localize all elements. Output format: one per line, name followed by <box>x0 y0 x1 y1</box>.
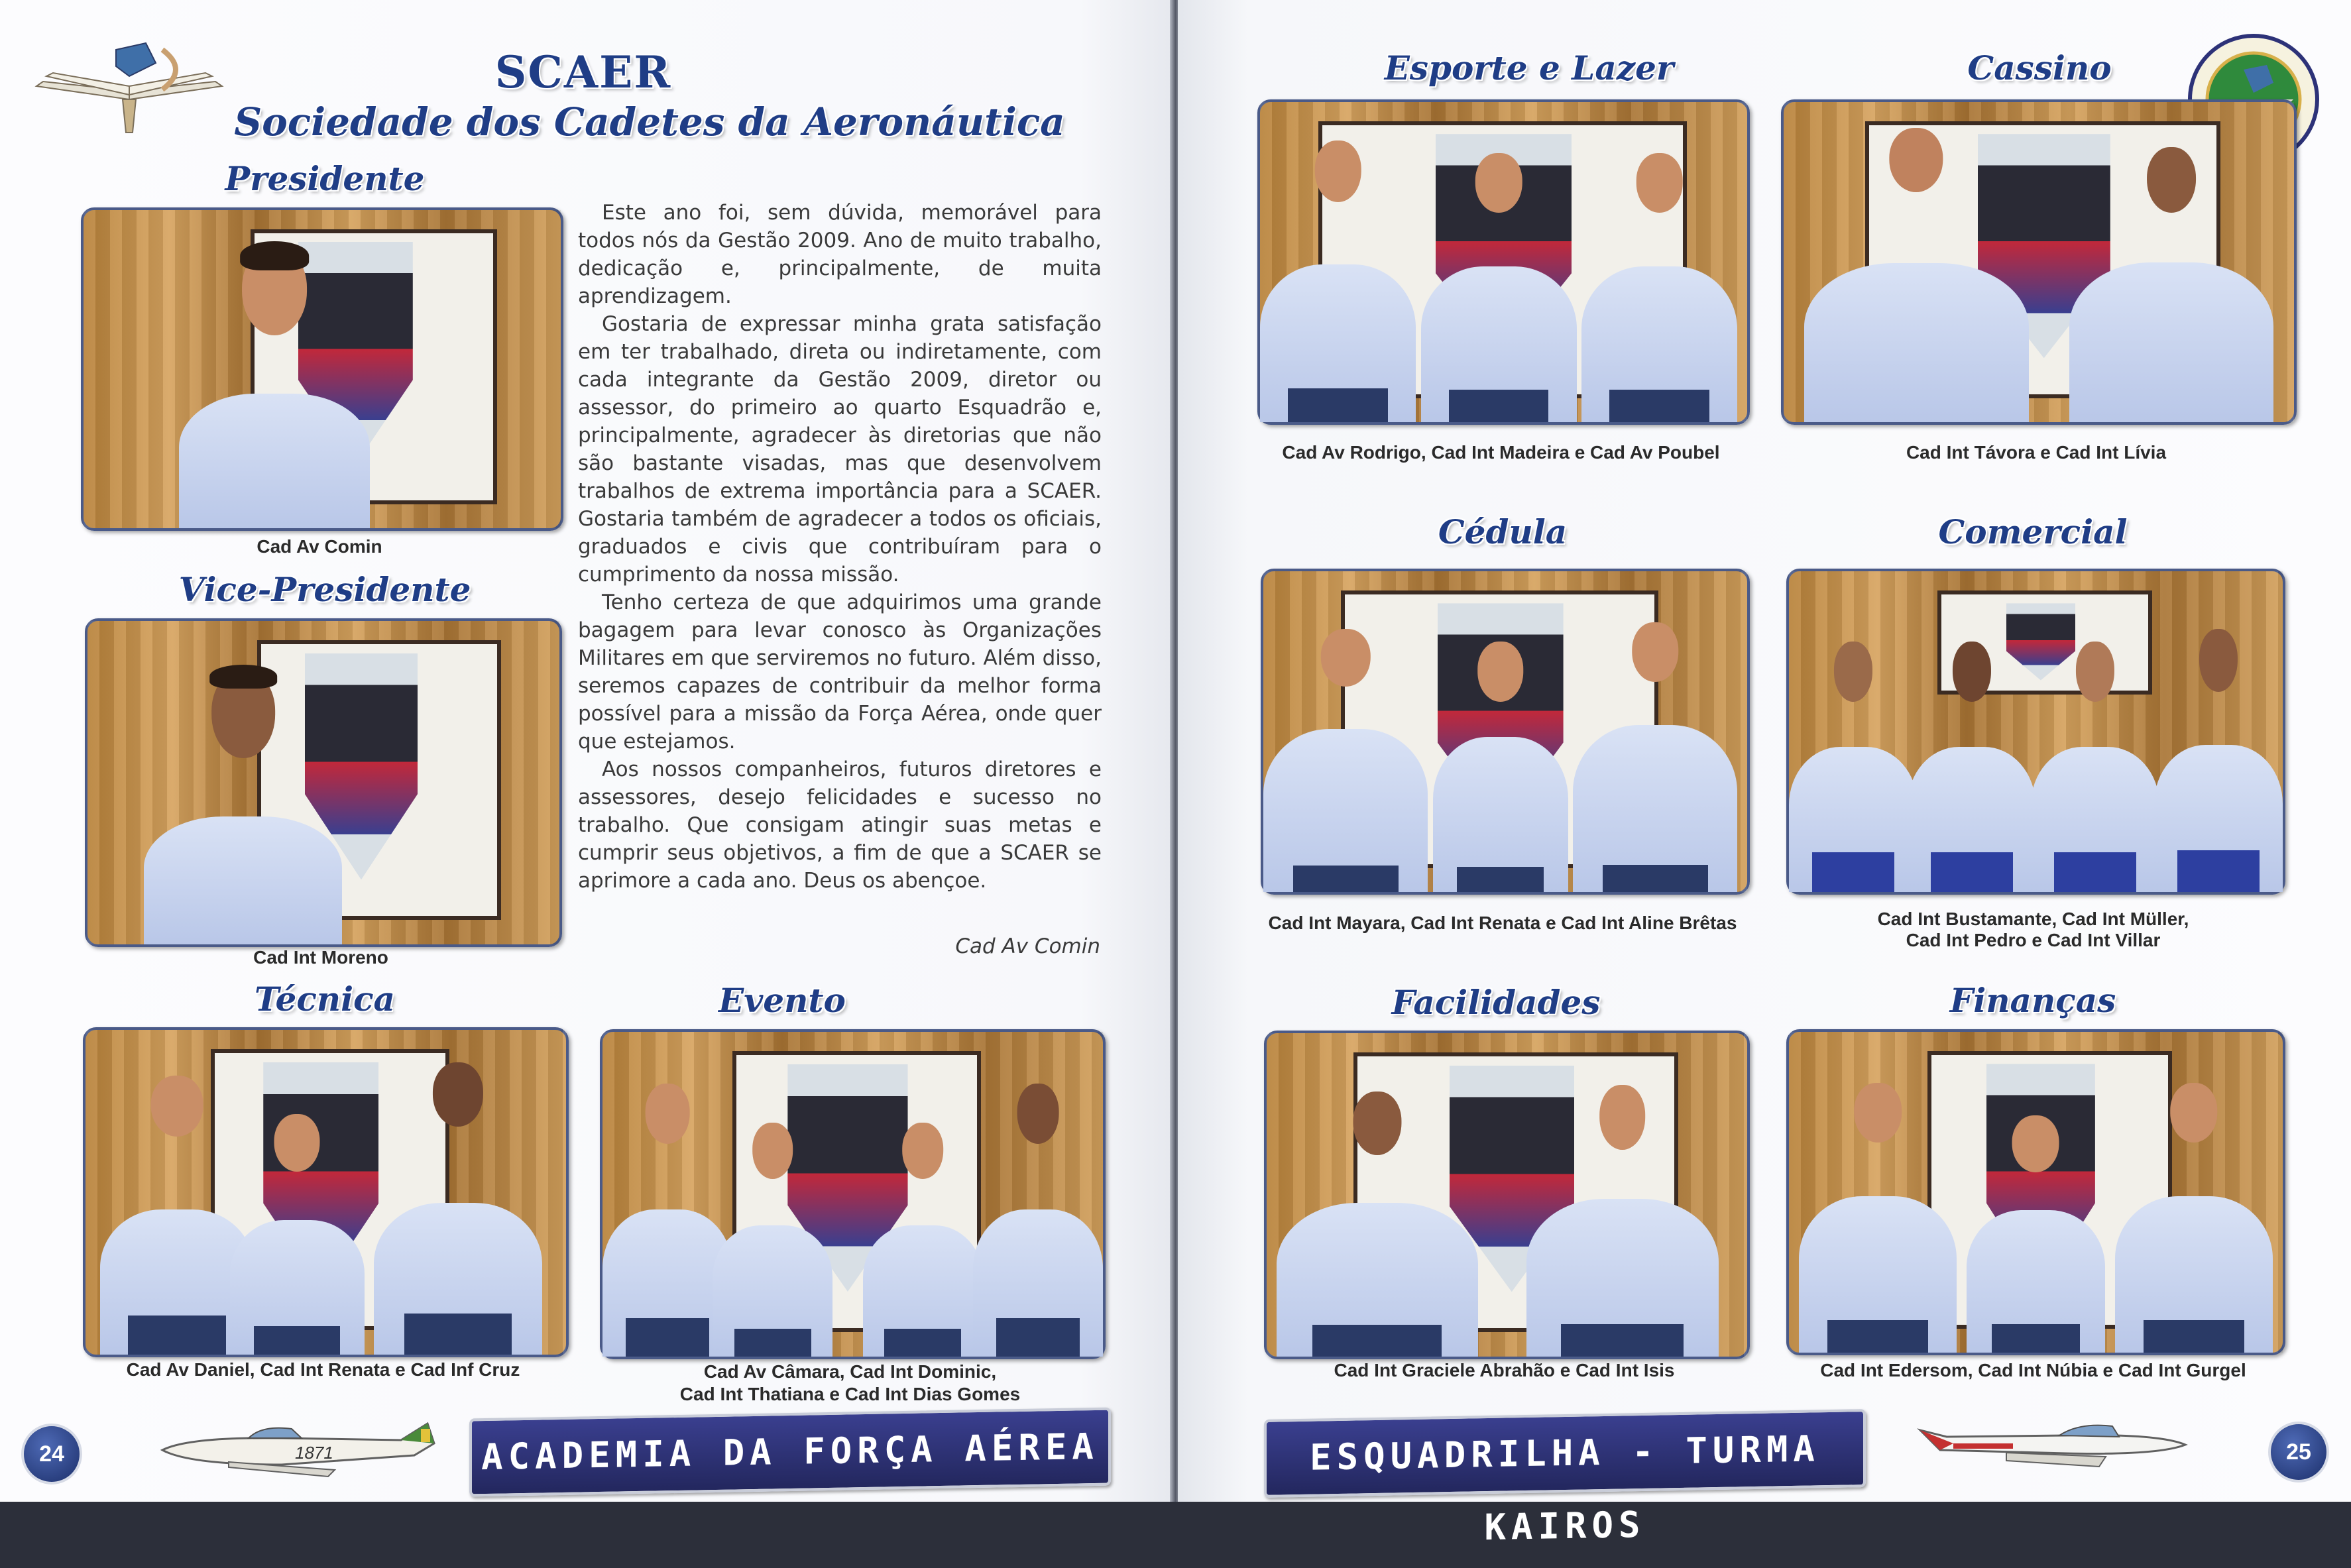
photo-financas <box>1786 1029 2285 1355</box>
photo-vice-presidente <box>85 618 562 947</box>
caption-comercial-line2: Cad Int Pedro e Cad Int Villar <box>1906 930 2161 950</box>
caption-vice-presidente: Cad Int Moreno <box>253 947 388 968</box>
caption-facilidades: Cad Int Graciele Abrahão e Cad Int Isis <box>1334 1360 1675 1380</box>
footer-banner-left: ACADEMIA DA FORÇA AÉREA <box>469 1408 1111 1497</box>
article-signature: Cad Av Comin <box>955 934 1100 958</box>
caption-financas: Cad Int Edersom, Cad Int Núbia e Cad Int Gurgel <box>1820 1360 2246 1380</box>
academy-wings-logo <box>30 36 229 136</box>
section-title-tecnica: Técnica <box>255 980 395 1019</box>
plane-number: 1871 <box>295 1443 333 1463</box>
section-title-financas: Finanças <box>1949 981 2116 1020</box>
caption-evento-line2: Cad Int Thatiana e Cad Int Dias Gomes <box>679 1384 1021 1404</box>
caption-evento-line1: Cad Av Câmara, Cad Int Dominic, <box>703 1361 997 1382</box>
caption-cedula: Cad Int Mayara, Cad Int Renata e Cad Int Aline Brêtas <box>1268 913 1737 933</box>
article-body <box>578 199 1102 895</box>
footer-banner-right: ESQUADRILHA - TURMA KAIROS <box>1264 1409 1866 1498</box>
page-number-left: 24 <box>21 1424 82 1484</box>
caption-cassino: Cad Int Távora e Cad Int Lívia <box>1906 442 2167 463</box>
page-title: SCAER <box>494 46 672 98</box>
caption-presidente: Cad Av Comin <box>257 536 382 557</box>
caption-esporte: Cad Av Rodrigo, Cad Int Madeira e Cad Av Poubel <box>1282 442 1720 463</box>
left-page <box>0 0 1173 1502</box>
page-subtitle: Sociedade dos Cadetes da Aeronáutica <box>234 99 1065 144</box>
section-title-vice-presidente: Vice-Presidente <box>178 570 471 609</box>
section-title-comercial: Comercial <box>1938 512 2128 551</box>
photo-cedula <box>1261 569 1750 895</box>
section-title-cedula: Cédula <box>1438 512 1568 551</box>
airplane-icon <box>149 1404 441 1490</box>
airplane-icon-right <box>1907 1404 2199 1490</box>
article-paragraph: Aos nossos companheiros, futuros diretores e assessores, desejo felicidades e sucesso no trabalho. Que consigam atingir suas metas e cumprir seus objetivos, a fim de que a SCAER se aprimore a cada ano. Deus os abençoe. <box>578 757 1102 893</box>
photo-facilidades <box>1264 1031 1750 1359</box>
photo-cassino <box>1781 99 2297 425</box>
article-paragraph: Gostaria de expressar minha grata satisfação em ter trabalhado, direta ou indiretamente, com cada integrante da Gestão 2009, diretor ou assessor, do primeiro ao quarto Esquadrão e, principalmente, agradecer às diretorias que não são bastante visadas, mas que desenvolvem trabalhos de extrema importância para a SCAER. Gostaria também de agradecer a todos os oficiais, graduados e civis que contribuíram para o cumprimento da nossa missão. <box>578 312 1102 587</box>
photo-tecnica <box>83 1027 569 1357</box>
section-title-facilidades: Facilidades <box>1391 983 1601 1022</box>
photo-presidente <box>81 207 563 531</box>
section-title-presidente: Presidente <box>225 159 425 198</box>
photo-comercial <box>1786 569 2285 895</box>
section-title-esporte: Esporte e Lazer <box>1384 48 1674 87</box>
right-page <box>1178 0 2351 1549</box>
caption-comercial-line1: Cad Int Bustamante, Cad Int Müller, <box>1877 909 2189 929</box>
section-title-cassino: Cassino <box>1967 48 2112 87</box>
photo-evento <box>600 1029 1106 1359</box>
photo-esporte <box>1257 99 1750 425</box>
article-paragraph: Este ano foi, sem dúvida, memorável para todos nós da Gestão 2009. Ano de muito trabalho, dedicação e, principalmente, de muita aprendizagem. <box>578 201 1102 308</box>
article-paragraph: Tenho certeza de que adquirimos uma grande bagagem para levar conosco às Organizações Militares em que serviremos no futuro. Além disso, seremos capazes de contribuir da melhor forma possível para a missão da Força Aérea, onde quer que estejamos. <box>578 590 1102 754</box>
section-title-evento: Evento <box>718 981 846 1020</box>
caption-tecnica: Cad Av Daniel, Cad Int Renata e Cad Inf Cruz <box>126 1359 520 1380</box>
page-number-right: 25 <box>2268 1422 2329 1483</box>
